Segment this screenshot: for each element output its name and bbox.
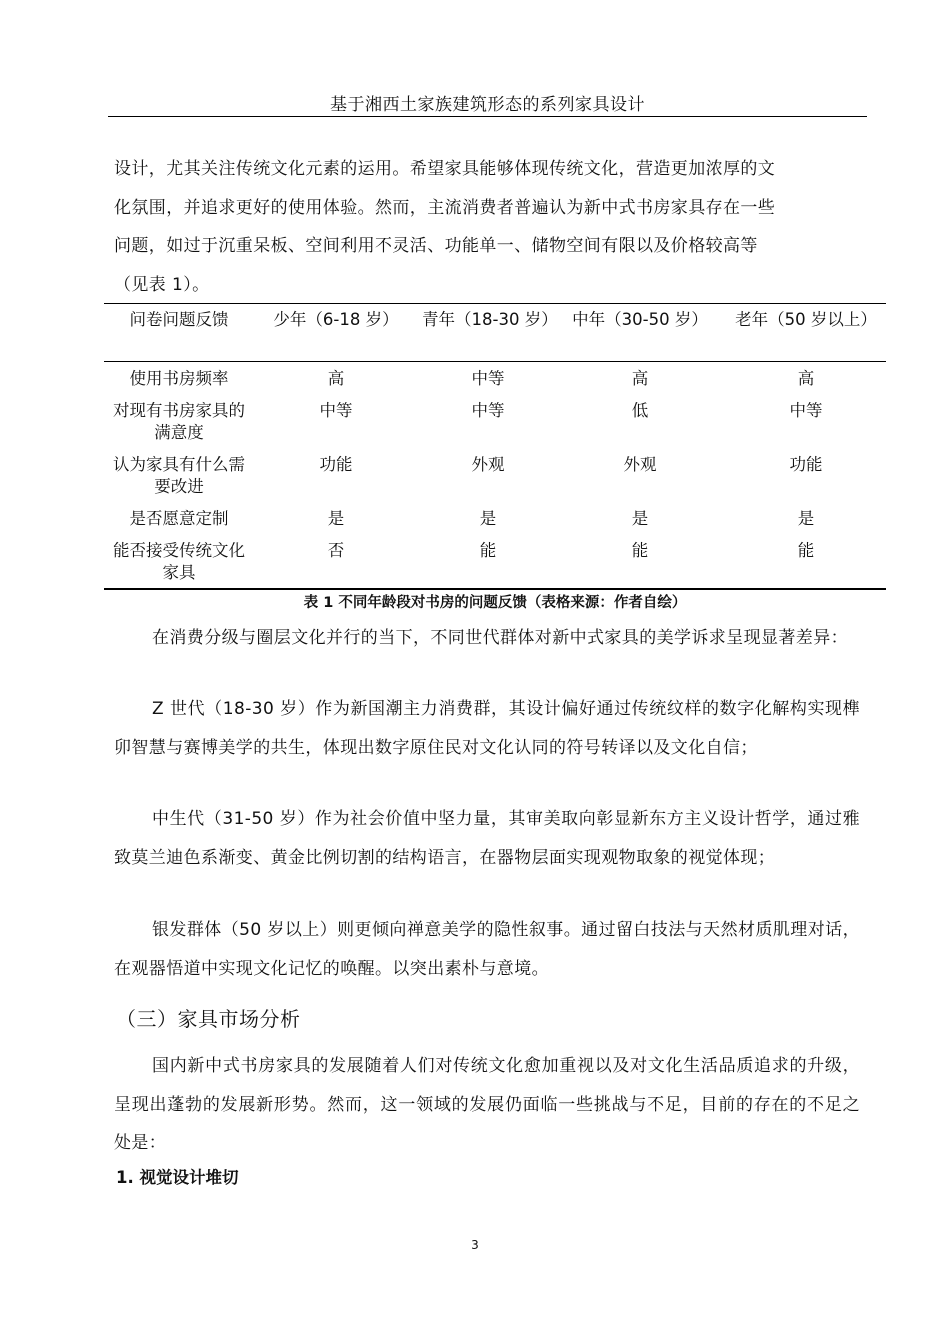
header-divider (108, 116, 867, 117)
table-cell: 功能 (319, 455, 353, 474)
intro-paragraph (114, 150, 860, 304)
table-cell: 是 (327, 509, 345, 528)
table-cell: 是 (631, 509, 649, 528)
table-cell: 是 (479, 509, 497, 528)
table-cell: 高 (327, 369, 345, 388)
page-number: 3 (471, 1238, 479, 1252)
table-row (104, 502, 886, 534)
table-cell: 高 (631, 369, 649, 388)
table-cell: 外观 (471, 455, 505, 474)
section-heading: （三）家具市场分析 (116, 1007, 301, 1031)
table-cell: 中等 (471, 401, 505, 420)
paragraph-silver-gen: 银发群体（50 岁以上）则更倾向禅意美学的隐性叙事。通过留白技法与天然材质肌理对话，在观器悟道中实现文化记忆的唤醒。以突出素朴与意境。 (114, 920, 860, 979)
table-cell: 功能 (789, 455, 823, 474)
table-cell: 中等 (319, 401, 353, 420)
intro-line-2: 化氛围，并追求更好的使用体验。然而，主流消费者普遍认为新中式书房家具存在一些 (114, 197, 776, 218)
intro-line-3: 问题，如过于沉重呆板、空间利用不灵活、功能单一、储物空间有限以及价格较高等 (114, 236, 758, 256)
table-row (104, 362, 886, 395)
table-header-cell: 老年（50 岁以上） (735, 310, 877, 329)
paragraph-middle-gen: 中生代（31-50 岁）作为社会价值中坚力量，其审美取向彰显新东方主义设计哲学，通过雅致莫兰迪色系渐变、黄金比例切割的结构语言，在器物层面实现观物取象的视觉体现； (114, 809, 860, 868)
table-cell: 是否愿意定制 (129, 509, 229, 528)
table-cell: 能 (631, 541, 649, 560)
table-cell: 中等 (471, 369, 505, 388)
table-header-cell: 问卷问题反馈 (129, 310, 229, 329)
table-header-row (104, 304, 886, 362)
paragraph-market: 国内新中式书房家具的发展随着人们对传统文化愈加重视以及对文化生活品质追求的升级，呈现出蓬勃的发展新形势。然而，这一领域的发展仍面临一些挑战与不足，目前的存在的不足之处是： (114, 1056, 860, 1153)
table-cell: 使用书房频率 (129, 369, 229, 388)
paragraph-consumption: 在消费分级与圈层文化并行的当下，不同世代群体对新中式家具的美学诉求呈现显著差异： (152, 628, 848, 648)
table-row (104, 448, 886, 502)
survey-table (104, 303, 886, 590)
table-cell: 高 (797, 369, 815, 388)
table-cell: 是 (797, 509, 815, 528)
table-cell: 能否接受传统文化家具 (113, 541, 245, 582)
table-header-cell: 青年（18-30 岁） (422, 310, 558, 329)
table-cell: 否 (327, 541, 345, 560)
table-cell: 外观 (623, 455, 657, 474)
table-header-cell: 中年（30-50 岁） (572, 310, 708, 329)
paragraph-gen-z: Z 世代（18-30 岁）作为新国潮主力消费群，其设计偏好通过传统纹样的数字化解构实现榫卯智慧与赛博美学的共生，体现出数字原住民对文化认同的符号转译以及文化自信； (114, 699, 860, 758)
table-header-cell: 少年（6-18 岁） (273, 310, 399, 329)
intro-line-4: （见表 1）。 (114, 274, 210, 295)
table-cell: 中等 (789, 401, 823, 420)
running-header: 基于湘西土家族建筑形态的系列家具设计 (330, 95, 645, 115)
table-cell: 能 (797, 541, 815, 560)
table-cell: 对现有书房家具的满意度 (113, 401, 245, 442)
table-cell: 低 (631, 401, 649, 420)
table-caption: 表 1 不同年龄段对书房的问题反馈（表格来源：作者自绘） (303, 595, 687, 611)
table-cell: 能 (479, 541, 497, 560)
intro-line-1: 设计，尤其关注传统文化元素的运用。希望家具能够体现传统文化，营造更加浓厚的文 (114, 159, 776, 179)
table-cell: 认为家具有什么需要改进 (113, 455, 245, 496)
subsection-heading: 1. 视觉设计堆切 (116, 1168, 239, 1187)
table-row (104, 534, 886, 589)
table-row (104, 394, 886, 448)
